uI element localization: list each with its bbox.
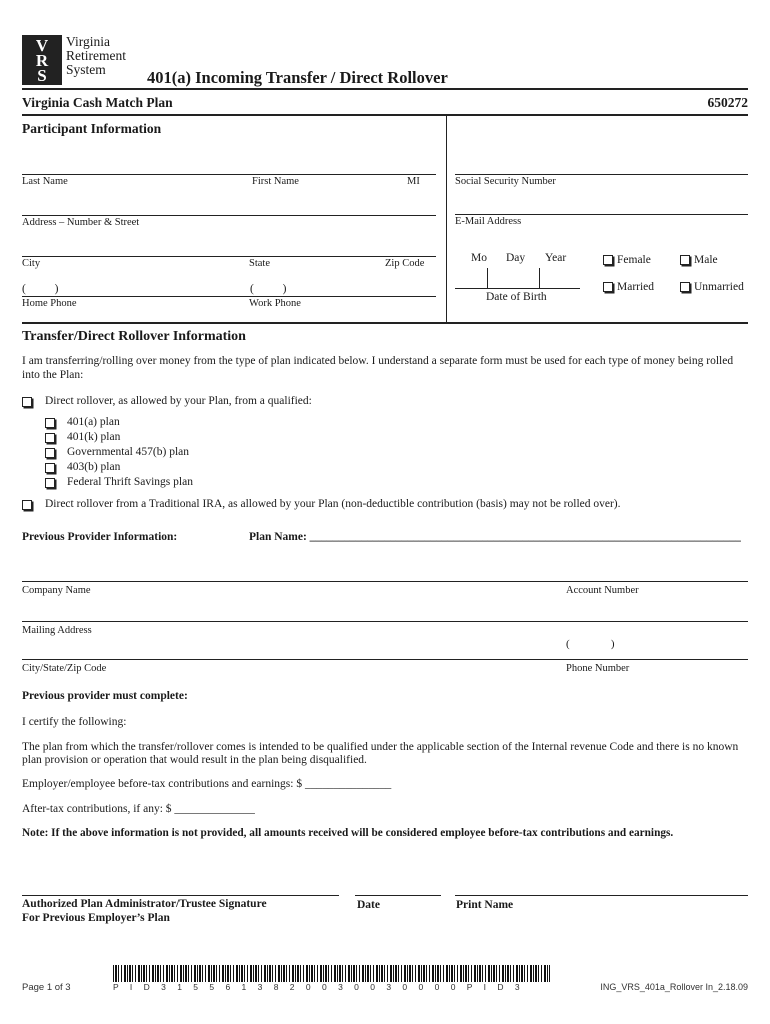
female-checkbox[interactable]	[603, 255, 613, 265]
certify-note: Note: If the above information is not provided, all amounts received will be considered employee before-tax contributions and earnings.	[22, 827, 674, 839]
logo-line-retirement: Retirement	[66, 48, 126, 63]
address-label: Address – Number & Street	[22, 217, 140, 228]
dob-tick-1	[487, 268, 488, 289]
provider-must-complete-heading: Previous provider must complete:	[22, 690, 188, 702]
direct-qualified-label: Direct rollover, as allowed by your Plan, from a qualified:	[45, 395, 312, 407]
admin-signature-line[interactable]	[22, 895, 339, 896]
certify-statement: The plan from which the transfer/rollover comes is intended to be qualified under the applicable section of the Internal revenue Code and there is no known plan provision or operation that would result in the plan being disqualified.	[22, 741, 739, 766]
vrs-logo-letters: VRS	[35, 36, 49, 85]
plan-403b-checkbox[interactable]	[45, 463, 55, 473]
plan-403b-label: 403(b) plan	[67, 461, 121, 473]
zip-label: Zip Code	[385, 258, 425, 269]
mailing-address-label: Mailing Address	[22, 625, 92, 636]
married-label: Married	[617, 281, 655, 293]
admin-signature-label	[22, 898, 267, 925]
phone-field-line[interactable]	[22, 296, 436, 297]
city-field-line[interactable]	[22, 256, 436, 257]
home-phone-label: Home Phone	[22, 298, 77, 309]
male-label: Male	[694, 254, 718, 266]
phone-number-label: Phone Number	[566, 663, 630, 674]
ssn-field-line[interactable]	[455, 174, 748, 175]
certify-intro: I certify the following:	[22, 716, 127, 728]
plan-401a-label: 401(a) plan	[67, 416, 120, 428]
plan-401a-checkbox[interactable]	[45, 418, 55, 428]
city-state-zip-field-line[interactable]	[22, 659, 748, 660]
date-signature-line[interactable]	[355, 895, 441, 896]
work-phone-area: ( )	[250, 283, 287, 295]
form-id: ING_VRS_401a_Rollover In_2.18.09	[600, 982, 748, 992]
pretax-contributions-field[interactable]: Employer/employee before-tax contributions and earnings: $ _______________	[22, 778, 392, 790]
dob-day-label: Day	[506, 252, 526, 264]
company-field-line[interactable]	[22, 581, 748, 582]
company-name-label: Company Name	[22, 585, 91, 596]
plan-tsp-checkbox[interactable]	[45, 478, 55, 488]
direct-qualified-checkbox[interactable]	[22, 397, 32, 407]
dob-mo-label: Mo	[471, 252, 487, 264]
city-state-zip-label: City/State/Zip Code	[22, 663, 107, 674]
state-label: State	[249, 258, 270, 269]
ssn-label: Social Security Number	[455, 176, 556, 187]
married-checkbox[interactable]	[603, 282, 613, 292]
participant-section-title: Participant Information	[22, 121, 162, 136]
plan-number: 650272	[707, 95, 748, 110]
name-field-line[interactable]	[22, 174, 436, 175]
admin-signature-line2: For Previous Employer’s Plan	[22, 911, 170, 924]
email-field-line[interactable]	[455, 214, 748, 215]
print-name-line[interactable]	[455, 895, 748, 896]
admin-signature-line1: Authorized Plan Administrator/Trustee Signature	[22, 898, 267, 910]
provider-plan-name-field[interactable]: Plan Name: ___________________________________________________________________________	[249, 531, 741, 543]
print-name-label: Print Name	[456, 899, 514, 911]
account-number-label: Account Number	[566, 585, 639, 596]
participant-bottom-rule	[22, 322, 748, 324]
home-phone-area: ( )	[22, 283, 59, 295]
logo-line-virginia: Virginia	[66, 34, 110, 49]
form-title: 401(a) Incoming Transfer / Direct Rollover	[147, 68, 448, 87]
transfer-intro: I am transferring/rolling over money from the type of plan indicated below. I understand a separate form must be used for each type of money being rolled into the Plan:	[22, 355, 734, 381]
unmarried-checkbox[interactable]	[680, 282, 690, 292]
dob-tick-2	[539, 268, 540, 289]
header-rule	[22, 88, 748, 90]
mailing-address-field-line[interactable]	[22, 621, 748, 622]
date-label: Date	[357, 899, 380, 911]
page-number: Page 1 of 3	[22, 982, 71, 993]
vrs-logo	[22, 35, 132, 87]
plan-401k-label: 401(k) plan	[67, 431, 121, 443]
dob-year-label: Year	[545, 252, 567, 264]
plan-457b-label: Governmental 457(b) plan	[67, 446, 189, 458]
transfer-section-title: Transfer/Direct Rollover Information	[22, 329, 246, 344]
plan-tsp-label: Federal Thrift Savings plan	[67, 476, 193, 488]
dob-label: Date of Birth	[486, 291, 547, 303]
dob-field-line[interactable]	[455, 288, 580, 289]
plan-401k-checkbox[interactable]	[45, 433, 55, 443]
participant-divider	[446, 115, 447, 323]
logo-line-system: System	[66, 62, 106, 77]
barcode-text: P I D 3 1 5 5 6 1 3 8 2 0 0 3 0 0 3 0 0 0 0 P I D 3	[113, 982, 525, 992]
plan-rule	[22, 114, 748, 116]
unmarried-label: Unmarried	[694, 281, 744, 293]
address-field-line[interactable]	[22, 215, 436, 216]
male-checkbox[interactable]	[680, 255, 690, 265]
first-name-label: First Name	[252, 176, 299, 187]
email-label: E-Mail Address	[455, 216, 522, 227]
plan-name: Virginia Cash Match Plan	[22, 95, 173, 110]
work-phone-label: Work Phone	[249, 298, 301, 309]
provider-phone-area: ( )	[566, 638, 615, 650]
mi-label: MI	[407, 176, 420, 187]
female-label: Female	[617, 254, 651, 266]
barcode	[113, 965, 550, 982]
last-name-label: Last Name	[22, 176, 68, 187]
direct-ira-checkbox[interactable]	[22, 500, 32, 510]
direct-ira-label: Direct rollover from a Traditional IRA, as allowed by your Plan (non-deductible contribution (basis) may not be rolled over).	[45, 498, 621, 510]
vrs-logo-mark	[22, 35, 62, 85]
city-label: City	[22, 258, 41, 269]
aftertax-contributions-field[interactable]: After-tax contributions, if any: $ ______________	[22, 803, 255, 815]
plan-457b-checkbox[interactable]	[45, 448, 55, 458]
previous-provider-heading: Previous Provider Information:	[22, 531, 178, 543]
